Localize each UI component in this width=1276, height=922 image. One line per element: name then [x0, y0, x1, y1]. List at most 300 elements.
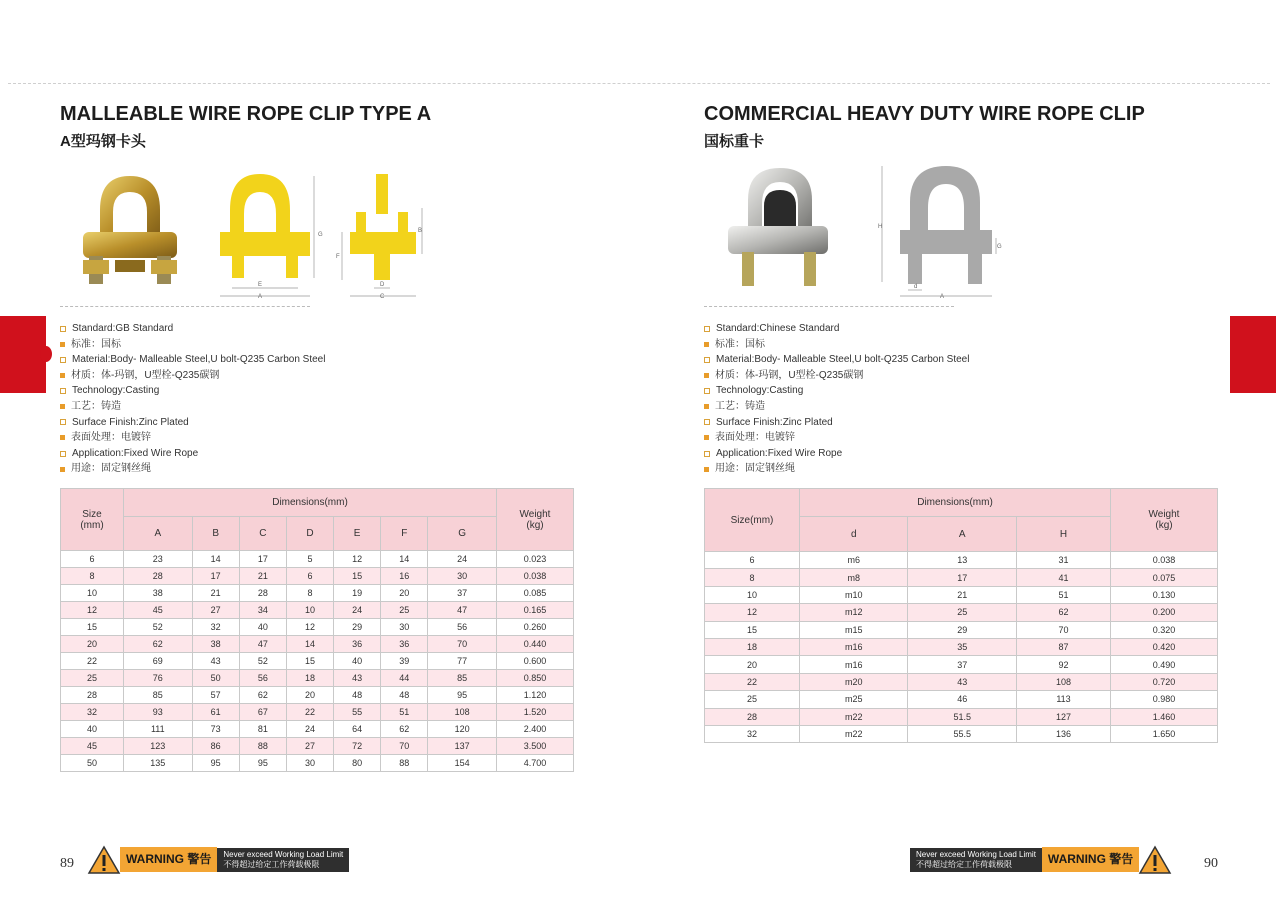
spec-item — [704, 446, 969, 462]
left-front-drawing — [218, 172, 328, 300]
column-header: F — [381, 517, 428, 551]
warning-triangle-icon — [88, 846, 120, 874]
table-cell: 62 — [1017, 604, 1111, 621]
table-cell: 50 — [61, 755, 124, 772]
square-outline-icon — [704, 419, 710, 425]
table-cell: m20 — [800, 673, 908, 690]
table-cell: 62 — [124, 636, 193, 653]
table-cell: 0.600 — [497, 653, 574, 670]
column-header: G — [428, 517, 497, 551]
spec-text: 标准：国标 — [715, 338, 765, 350]
table-cell: 16 — [381, 568, 428, 585]
dim-label-c: C — [380, 294, 385, 300]
table-cell: 67 — [239, 704, 286, 721]
table-row — [705, 656, 1218, 673]
table-cell: 154 — [428, 755, 497, 772]
table-cell: 24 — [334, 602, 381, 619]
spec-text: 表面处理：电镀锌 — [715, 432, 795, 444]
column-header: A — [124, 517, 193, 551]
table-cell: m16 — [800, 638, 908, 655]
table-cell: 0.420 — [1111, 638, 1218, 655]
table-cell: 30 — [381, 619, 428, 636]
square-filled-icon — [60, 467, 65, 472]
spec-item — [704, 430, 969, 446]
square-filled-icon — [704, 373, 709, 378]
table-cell: m12 — [800, 604, 908, 621]
table-cell: 30 — [428, 568, 497, 585]
size-header: Size (mm) — [61, 489, 124, 551]
table-cell: 62 — [239, 687, 286, 704]
table-cell: m25 — [800, 691, 908, 708]
table-cell: 95 — [428, 687, 497, 704]
table-row — [61, 721, 574, 738]
table-cell: 52 — [239, 653, 286, 670]
table-cell: 0.260 — [497, 619, 574, 636]
square-outline-icon — [60, 419, 66, 425]
table-cell: 32 — [705, 725, 800, 742]
table-cell: 0.490 — [1111, 656, 1218, 673]
table-cell: 17 — [908, 569, 1017, 586]
warning-label-right: WARNING 警告 — [1042, 847, 1139, 872]
table-cell: 3.500 — [497, 738, 574, 755]
square-outline-icon — [704, 388, 710, 394]
table-cell: 1.520 — [497, 704, 574, 721]
right-spec-list — [704, 321, 969, 477]
left-sub-rule — [60, 306, 310, 307]
table-cell: 12 — [334, 551, 381, 568]
table-row — [61, 551, 574, 568]
table-row — [61, 619, 574, 636]
table-cell: 25 — [381, 602, 428, 619]
table-cell: m22 — [800, 708, 908, 725]
table-cell: 47 — [428, 602, 497, 619]
table-row — [705, 586, 1218, 603]
column-header: D — [286, 517, 333, 551]
table-cell: 0.720 — [1111, 673, 1218, 690]
table-cell: 15 — [61, 619, 124, 636]
table-cell: 120 — [428, 721, 497, 738]
table-cell: 48 — [381, 687, 428, 704]
table-cell: 0.980 — [1111, 691, 1218, 708]
dim-label-g-right: G — [997, 244, 1002, 250]
table-cell: 23 — [124, 551, 193, 568]
table-cell: 92 — [1017, 656, 1111, 673]
table-cell: 56 — [239, 670, 286, 687]
table-cell: 123 — [124, 738, 193, 755]
table-row — [61, 602, 574, 619]
table-cell: 70 — [381, 738, 428, 755]
table-cell: 55.5 — [908, 725, 1017, 742]
table-cell: 5 — [286, 551, 333, 568]
table-row — [61, 704, 574, 721]
table-cell: 2.400 — [497, 721, 574, 738]
left-spec-list — [60, 321, 325, 477]
table-cell: 62 — [381, 721, 428, 738]
table-cell: 0.200 — [1111, 604, 1218, 621]
table-cell: 48 — [334, 687, 381, 704]
spec-text: Application:Fixed Wire Rope — [72, 447, 199, 459]
spec-text: Application:Fixed Wire Rope — [716, 447, 843, 459]
square-outline-icon — [60, 357, 66, 363]
square-filled-icon — [704, 404, 709, 409]
table-cell: 28 — [124, 568, 193, 585]
table-cell: 88 — [381, 755, 428, 772]
right-title-en: COMMERCIAL HEAVY DUTY WIRE ROPE CLIP — [704, 103, 1145, 125]
table-cell: 14 — [286, 636, 333, 653]
table-row — [705, 725, 1218, 742]
table-cell: 36 — [381, 636, 428, 653]
spec-item — [704, 399, 969, 415]
left-section-tab — [0, 316, 46, 393]
column-header: E — [334, 517, 381, 551]
weight-header-right: Weight (kg) — [1111, 489, 1218, 552]
table-cell: 31 — [1017, 552, 1111, 569]
table-cell: 25 — [908, 604, 1017, 621]
square-filled-icon — [60, 404, 65, 409]
table-cell: 111 — [124, 721, 193, 738]
spec-text: 材质：体-玛钢，U型栓-Q235碳钢 — [71, 369, 220, 381]
left-product-photo — [75, 170, 185, 292]
spec-item — [60, 461, 325, 477]
table-cell: 70 — [1017, 621, 1111, 638]
table-cell: 19 — [334, 585, 381, 602]
table-cell: 27 — [286, 738, 333, 755]
table-row — [61, 568, 574, 585]
spec-item — [704, 321, 969, 337]
table-cell: 0.320 — [1111, 621, 1218, 638]
right-product-photo — [724, 164, 834, 292]
table-cell: 20 — [381, 585, 428, 602]
table-cell: 29 — [908, 621, 1017, 638]
table-cell: 1.120 — [497, 687, 574, 704]
table-cell: 95 — [239, 755, 286, 772]
table-row — [705, 638, 1218, 655]
spec-text: Standard:Chinese Standard — [716, 323, 840, 334]
table-row — [61, 585, 574, 602]
square-outline-icon — [704, 451, 710, 457]
table-cell: 18 — [286, 670, 333, 687]
square-filled-icon — [60, 373, 65, 378]
table-cell: 8 — [286, 585, 333, 602]
dim-label-g: G — [318, 232, 323, 238]
table-cell: 22 — [286, 704, 333, 721]
table-cell: 28 — [705, 708, 800, 725]
warning-message: Never exceed Working Load Limit 不得超过给定工作荷载极限 — [217, 848, 349, 872]
square-filled-icon — [60, 435, 65, 440]
table-cell: 108 — [1017, 673, 1111, 690]
table-cell: 0.038 — [1111, 552, 1218, 569]
spec-text: Material:Body- Malleable Steel,U bolt-Q235 Carbon Steel — [716, 354, 970, 366]
table-row — [705, 604, 1218, 621]
table-cell: 45 — [124, 602, 193, 619]
spec-item — [704, 415, 969, 431]
dim-label-d-right: d — [914, 284, 918, 290]
table-cell: 38 — [124, 585, 193, 602]
spec-item — [60, 337, 325, 353]
table-cell: m10 — [800, 586, 908, 603]
spec-text: 工艺：铸造 — [71, 400, 121, 412]
spec-item — [60, 368, 325, 384]
table-cell: 51 — [381, 704, 428, 721]
table-cell: 52 — [124, 619, 193, 636]
spec-item — [704, 383, 969, 399]
left-spec-table — [60, 488, 574, 772]
table-row — [61, 636, 574, 653]
spec-text: 材质：体-玛钢，U型栓-Q235碳钢 — [715, 369, 864, 381]
table-cell: 72 — [334, 738, 381, 755]
spec-text: 工艺：铸造 — [715, 400, 765, 412]
warning-message-right: Never exceed Working Load Limit 不得超过给定工作荷载极限 — [910, 848, 1042, 872]
table-cell: 0.130 — [1111, 586, 1218, 603]
table-cell: m16 — [800, 656, 908, 673]
table-cell: 27 — [192, 602, 239, 619]
square-filled-icon — [704, 435, 709, 440]
right-title-cn: 国标重卡 — [704, 133, 765, 150]
spec-item — [60, 383, 325, 399]
table-row — [61, 670, 574, 687]
table-cell: 86 — [192, 738, 239, 755]
top-dashed-rule — [8, 83, 1270, 84]
dim-label-a: A — [258, 294, 263, 300]
right-front-drawing — [880, 164, 1006, 302]
table-cell: 40 — [239, 619, 286, 636]
table-cell: 15 — [705, 621, 800, 638]
table-cell: 80 — [334, 755, 381, 772]
column-header: H — [1017, 517, 1111, 552]
spec-item — [60, 399, 325, 415]
table-cell: 45 — [61, 738, 124, 755]
table-cell: 13 — [908, 552, 1017, 569]
table-cell: 51.5 — [908, 708, 1017, 725]
dim-label-h: H — [878, 224, 883, 230]
table-cell: 57 — [192, 687, 239, 704]
table-cell: 0.850 — [497, 670, 574, 687]
spec-item — [60, 321, 325, 337]
table-cell: 24 — [286, 721, 333, 738]
table-cell: 56 — [428, 619, 497, 636]
square-outline-icon — [60, 388, 66, 394]
table-cell: 113 — [1017, 691, 1111, 708]
table-cell: 20 — [286, 687, 333, 704]
table-cell: 0.440 — [497, 636, 574, 653]
table-cell: 87 — [1017, 638, 1111, 655]
table-cell: 32 — [61, 704, 124, 721]
table-cell: 36 — [334, 636, 381, 653]
warning-triangle-icon — [1139, 846, 1171, 874]
table-cell: 28 — [61, 687, 124, 704]
table-cell: 22 — [61, 653, 124, 670]
table-row — [705, 691, 1218, 708]
table-cell: 8 — [61, 568, 124, 585]
table-cell: 34 — [239, 602, 286, 619]
column-header: A — [908, 517, 1017, 552]
spec-item — [60, 430, 325, 446]
table-cell: m22 — [800, 725, 908, 742]
table-cell: 37 — [428, 585, 497, 602]
table-cell: 29 — [334, 619, 381, 636]
table-cell: 61 — [192, 704, 239, 721]
right-spec-table — [704, 488, 1218, 743]
table-row — [61, 738, 574, 755]
table-cell: 76 — [124, 670, 193, 687]
dim-label-b: B — [418, 228, 423, 234]
table-cell: 81 — [239, 721, 286, 738]
table-cell: 21 — [908, 586, 1017, 603]
spec-item — [704, 461, 969, 477]
table-cell: 10 — [705, 586, 800, 603]
table-cell: 43 — [908, 673, 1017, 690]
table-row — [705, 569, 1218, 586]
size-header-right: Size(mm) — [705, 489, 800, 552]
table-cell: 136 — [1017, 725, 1111, 742]
spec-text: Technology:Casting — [72, 385, 160, 397]
table-row — [61, 687, 574, 704]
table-cell: 77 — [428, 653, 497, 670]
table-cell: 35 — [908, 638, 1017, 655]
weight-header: Weight (kg) — [497, 489, 574, 551]
square-outline-icon — [704, 326, 710, 332]
table-cell: 43 — [334, 670, 381, 687]
square-outline-icon — [60, 451, 66, 457]
spec-text: Technology:Casting — [716, 385, 804, 397]
table-cell: 8 — [705, 569, 800, 586]
square-outline-icon — [60, 326, 66, 332]
right-warning-banner — [910, 847, 1171, 872]
dim-label-f: F — [336, 254, 340, 260]
spec-item — [60, 415, 325, 431]
table-cell: 93 — [124, 704, 193, 721]
table-cell: 17 — [192, 568, 239, 585]
table-cell: 6 — [705, 552, 800, 569]
table-cell: 135 — [124, 755, 193, 772]
table-cell: 55 — [334, 704, 381, 721]
table-cell: 21 — [239, 568, 286, 585]
square-filled-icon — [704, 342, 709, 347]
table-cell: 40 — [334, 653, 381, 670]
table-cell: 0.075 — [1111, 569, 1218, 586]
table-cell: 18 — [705, 638, 800, 655]
table-cell: 30 — [286, 755, 333, 772]
table-cell: m8 — [800, 569, 908, 586]
right-section-tab — [1230, 316, 1276, 393]
left-title-en: MALLEABLE WIRE ROPE CLIP TYPE A — [60, 103, 432, 125]
table-cell: m15 — [800, 621, 908, 638]
table-cell: 41 — [1017, 569, 1111, 586]
table-cell: 6 — [61, 551, 124, 568]
table-cell: 43 — [192, 653, 239, 670]
table-cell: 10 — [61, 585, 124, 602]
table-cell: 1.460 — [1111, 708, 1218, 725]
table-cell: 47 — [239, 636, 286, 653]
left-warning-banner — [88, 847, 349, 872]
table-cell: 44 — [381, 670, 428, 687]
spec-text: Standard:GB Standard — [72, 323, 174, 334]
spec-item — [60, 352, 325, 368]
table-cell: 69 — [124, 653, 193, 670]
table-cell: 14 — [381, 551, 428, 568]
table-cell: 32 — [192, 619, 239, 636]
spec-item — [704, 352, 969, 368]
table-cell: 95 — [192, 755, 239, 772]
table-cell: 6 — [286, 568, 333, 585]
spec-text: 标准：国标 — [71, 338, 121, 350]
square-outline-icon — [704, 357, 710, 363]
table-cell: 46 — [908, 691, 1017, 708]
table-cell: 25 — [705, 691, 800, 708]
table-cell: 15 — [334, 568, 381, 585]
table-cell: 50 — [192, 670, 239, 687]
spec-item — [60, 446, 325, 462]
table-cell: 0.085 — [497, 585, 574, 602]
table-cell: 108 — [428, 704, 497, 721]
table-cell: 25 — [61, 670, 124, 687]
spec-text: 表面处理：电镀锌 — [71, 432, 151, 444]
spec-item — [704, 337, 969, 353]
table-cell: 14 — [192, 551, 239, 568]
table-cell: 15 — [286, 653, 333, 670]
left-side-drawing — [336, 172, 428, 300]
square-filled-icon — [60, 342, 65, 347]
spec-item — [704, 368, 969, 384]
table-cell: 38 — [192, 636, 239, 653]
table-cell: 73 — [192, 721, 239, 738]
spec-text: Surface Finish:Zinc Plated — [72, 416, 189, 428]
table-row — [61, 653, 574, 670]
table-row — [705, 552, 1218, 569]
dimensions-header-right: Dimensions(mm) — [800, 489, 1111, 517]
table-cell: 20 — [705, 656, 800, 673]
page-number-left: 89 — [60, 856, 74, 871]
table-cell: 24 — [428, 551, 497, 568]
spec-text: Surface Finish:Zinc Plated — [716, 416, 833, 428]
dim-label-e: E — [258, 282, 263, 288]
table-cell: 0.038 — [497, 568, 574, 585]
dim-label-a-right: A — [940, 294, 945, 300]
table-cell: 12 — [61, 602, 124, 619]
warning-label: WARNING 警告 — [120, 847, 217, 872]
table-cell: m6 — [800, 552, 908, 569]
table-cell: 85 — [124, 687, 193, 704]
table-cell: 12 — [286, 619, 333, 636]
table-cell: 39 — [381, 653, 428, 670]
table-cell: 28 — [239, 585, 286, 602]
table-row — [705, 673, 1218, 690]
table-cell: 137 — [428, 738, 497, 755]
table-row — [705, 621, 1218, 638]
table-row — [61, 755, 574, 772]
column-header: C — [239, 517, 286, 551]
table-cell: 12 — [705, 604, 800, 621]
dim-label-d: D — [380, 282, 385, 288]
table-cell: 10 — [286, 602, 333, 619]
table-row — [705, 708, 1218, 725]
table-cell: 1.650 — [1111, 725, 1218, 742]
spec-text: Material:Body- Malleable Steel,U bolt-Q235 Carbon Steel — [72, 354, 326, 366]
table-cell: 4.700 — [497, 755, 574, 772]
dimensions-header: Dimensions(mm) — [124, 489, 497, 517]
table-cell: 22 — [705, 673, 800, 690]
left-title-cn: A型玛钢卡头 — [60, 133, 146, 150]
column-header: B — [192, 517, 239, 551]
table-cell: 17 — [239, 551, 286, 568]
table-cell: 88 — [239, 738, 286, 755]
table-cell: 70 — [428, 636, 497, 653]
column-header: d — [800, 517, 908, 552]
spec-text: 用途：固定钢丝绳 — [715, 463, 795, 475]
table-cell: 20 — [61, 636, 124, 653]
table-cell: 0.165 — [497, 602, 574, 619]
table-cell: 85 — [428, 670, 497, 687]
